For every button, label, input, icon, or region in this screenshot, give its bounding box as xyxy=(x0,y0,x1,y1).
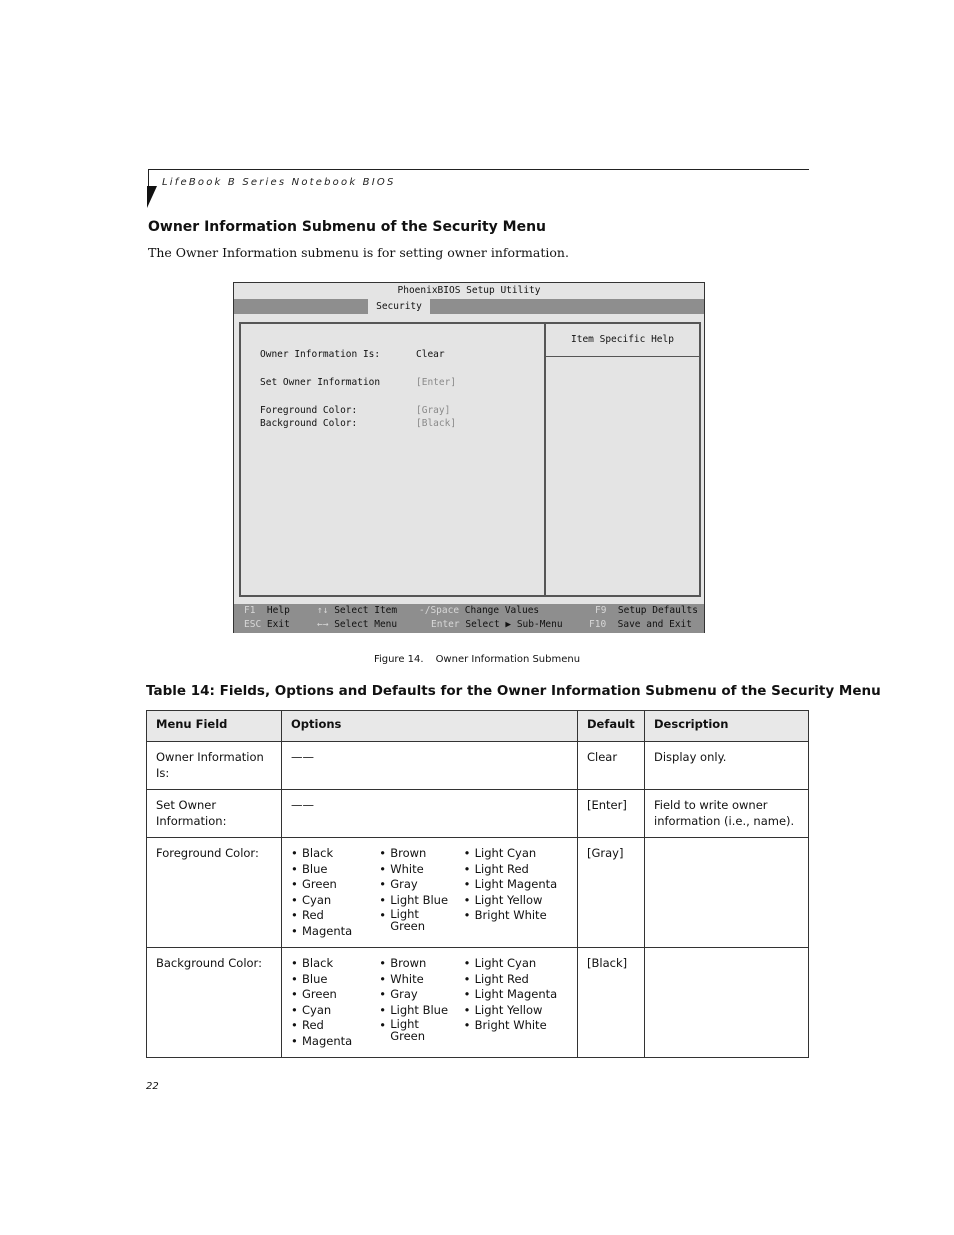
header-rule xyxy=(148,169,809,170)
options-column xyxy=(379,956,463,1049)
cell-description: Display only. xyxy=(645,742,809,790)
list-item: • Light Magenta xyxy=(464,987,568,1003)
header-default: Default xyxy=(578,711,645,742)
header-corner-mark xyxy=(147,186,157,208)
list-item: • Magenta xyxy=(291,1034,379,1050)
options-column xyxy=(464,846,568,939)
table-row xyxy=(147,742,809,790)
footer-key-leftright: ←→ Select Menu xyxy=(317,619,398,630)
cell-options xyxy=(282,948,578,1058)
bios-help-panel xyxy=(545,322,701,597)
bios-screen xyxy=(233,282,705,633)
intro-text: The Owner Information submenu is for setting owner information. xyxy=(148,245,569,260)
list-item: • Light Blue xyxy=(379,893,463,909)
footer-key-esc: ESC Exit xyxy=(244,619,290,630)
table-row xyxy=(147,838,809,948)
list-item: • Light Cyan xyxy=(464,846,568,862)
header-options: Options xyxy=(282,711,578,742)
bios-title: PhoenixBIOS Setup Utility xyxy=(397,285,541,296)
header-menu-field: Menu Field xyxy=(147,711,282,742)
list-item: • White xyxy=(379,972,463,988)
field-set-owner-information-value[interactable]: [Enter] xyxy=(416,377,457,388)
list-item: • Light Green xyxy=(379,1018,463,1045)
table-row xyxy=(147,790,809,838)
list-item: • White xyxy=(379,862,463,878)
table-title: Table 14: Fields, Options and Defaults for the Owner Information Submenu of the Security Menu xyxy=(146,683,881,699)
cell-field: Set Owner Information: xyxy=(147,790,282,838)
list-item: • Green xyxy=(291,987,379,1003)
footer-key-updown: ↑↓ Select Item xyxy=(317,605,398,616)
list-item: • Light Blue xyxy=(379,1003,463,1019)
field-foreground-color-value[interactable]: [Gray] xyxy=(416,405,451,416)
cell-options xyxy=(282,838,578,948)
list-item: • Black xyxy=(291,956,379,972)
footer-key-f9: F9 Setup Defaults xyxy=(595,605,698,616)
options-column xyxy=(291,956,379,1049)
list-item: • Red xyxy=(291,908,379,924)
list-item: • Red xyxy=(291,1018,379,1034)
tab-security[interactable]: Security xyxy=(368,299,430,314)
field-owner-information-is-label: Owner Information Is: xyxy=(260,349,381,360)
footer-key-f10: F10 Save and Exit xyxy=(589,619,692,630)
field-foreground-color-label[interactable]: Foreground Color: xyxy=(260,405,358,416)
cell-default: Clear xyxy=(578,742,645,790)
section-heading: Owner Information Submenu of the Security Menu xyxy=(148,219,547,235)
cell-description xyxy=(645,838,809,948)
cell-options: —— xyxy=(282,790,578,838)
cell-default: [Gray] xyxy=(578,838,645,948)
help-title: Item Specific Help xyxy=(546,324,699,357)
options-column xyxy=(464,956,568,1049)
footer-key-enter: Enter Select ▶ Sub-Menu xyxy=(431,619,563,630)
cell-field: Owner Information Is: xyxy=(147,742,282,790)
options-column xyxy=(379,846,463,939)
footer-key-space: -/Space Change Values xyxy=(419,605,540,616)
list-item: • Brown xyxy=(379,956,463,972)
bios-menu-bar xyxy=(234,299,704,314)
figure-caption: Figure 14. Owner Information Submenu xyxy=(373,654,581,665)
header-description: Description xyxy=(645,711,809,742)
page-number: 22 xyxy=(146,1081,159,1092)
list-item: • Gray xyxy=(379,877,463,893)
options-column xyxy=(291,846,379,939)
cell-description: Field to write owner information (i.e., name). xyxy=(645,790,809,838)
list-item: • Black xyxy=(291,846,379,862)
list-item: • Blue xyxy=(291,862,379,878)
list-item: • Green xyxy=(291,877,379,893)
list-item: • Gray xyxy=(379,987,463,1003)
bios-main-panel xyxy=(239,322,545,597)
list-item: • Light Red xyxy=(464,862,568,878)
fields-table xyxy=(146,710,809,1058)
list-item: • Brown xyxy=(379,846,463,862)
table-row xyxy=(147,948,809,1058)
list-item: • Light Red xyxy=(464,972,568,988)
field-background-color-value[interactable]: [Black] xyxy=(416,418,457,429)
list-item: • Cyan xyxy=(291,893,379,909)
list-item: • Bright White xyxy=(464,1018,568,1034)
cell-field: Background Color: xyxy=(147,948,282,1058)
list-item: • Light Magenta xyxy=(464,877,568,893)
list-item: • Light Green xyxy=(379,908,463,935)
list-item: • Light Yellow xyxy=(464,893,568,909)
bios-footer xyxy=(234,604,704,633)
footer-key-f1: F1 Help xyxy=(244,605,290,616)
cell-field: Foreground Color: xyxy=(147,838,282,948)
running-header: LifeBook B Series Notebook BIOS xyxy=(162,177,396,188)
list-item: • Bright White xyxy=(464,908,568,924)
field-background-color-label[interactable]: Background Color: xyxy=(260,418,358,429)
cell-default: [Black] xyxy=(578,948,645,1058)
cell-description xyxy=(645,948,809,1058)
list-item: • Magenta xyxy=(291,924,379,940)
field-owner-information-is-value: Clear xyxy=(416,349,445,360)
cell-options: —— xyxy=(282,742,578,790)
list-item: • Light Cyan xyxy=(464,956,568,972)
list-item: • Light Yellow xyxy=(464,1003,568,1019)
field-set-owner-information-label[interactable]: Set Owner Information xyxy=(260,377,381,388)
table-header-row xyxy=(147,711,809,742)
cell-default: [Enter] xyxy=(578,790,645,838)
list-item: • Cyan xyxy=(291,1003,379,1019)
list-item: • Blue xyxy=(291,972,379,988)
